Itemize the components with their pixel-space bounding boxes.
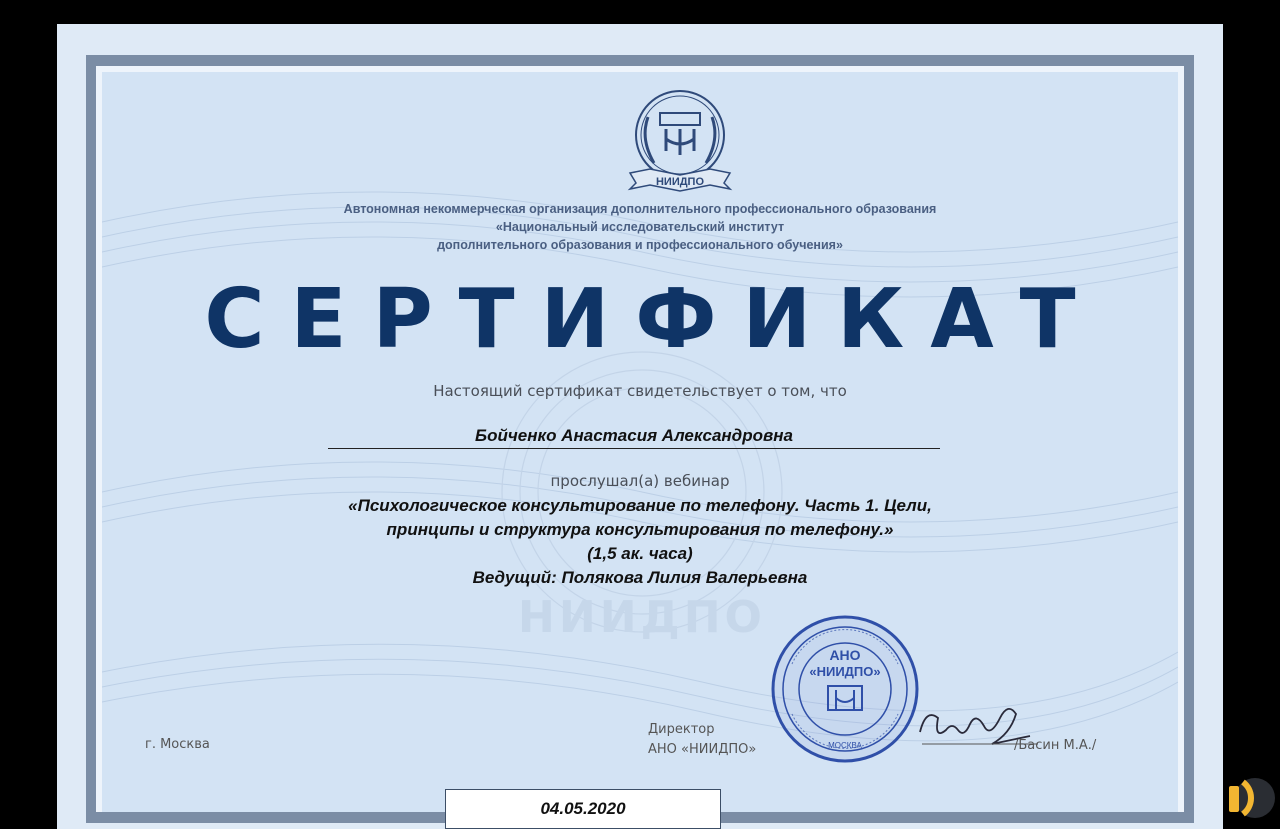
issue-date-box — [445, 789, 721, 829]
seal-text-bottom: МОСКВА — [828, 741, 862, 750]
certificate-frame — [86, 55, 1194, 823]
organization-seal-icon — [770, 614, 920, 764]
org-line-1: Автономная некоммерческая организация дополнительного профессионального образования — [343, 202, 937, 216]
director-title — [648, 720, 756, 760]
webinar-title-line-1: «Психологическое консультирование по телефону. Часть 1. Цели, — [348, 496, 932, 515]
seal-text-line-2: «НИИДПО» — [809, 664, 881, 679]
attest-text: Настоящий сертификат свидетельствует о том, что — [433, 382, 847, 400]
director-line-2: АНО «НИИДПО» — [648, 742, 757, 757]
webinar-details — [252, 494, 1028, 590]
certificate-title: СЕРТИФИКАТ — [204, 272, 1102, 367]
webinar-hours: (1,5 ак. часа) — [587, 544, 693, 563]
certificate-page — [57, 24, 1223, 829]
issue-date: 04.05.2020 — [540, 799, 626, 818]
certificate-inner-border — [96, 66, 1184, 812]
org-line-3: дополнительного образования и профессионального обучения» — [437, 238, 843, 252]
recipient-underline — [328, 448, 940, 449]
listened-text: прослушал(а) вебинар — [550, 472, 730, 490]
webinar-host: Ведущий: Полякова Лилия Валерьевна — [472, 568, 808, 587]
org-line-2: «Национальный исследовательский институт — [495, 220, 785, 234]
organization-name — [102, 200, 1178, 254]
svg-text:НИИДПО: НИИДПО — [518, 592, 766, 643]
signer-name: /Басин М.А./ — [1014, 738, 1097, 753]
seal-text-line-1: АНО — [829, 647, 861, 663]
emblem-ribbon-text: НИИДПО — [655, 176, 705, 188]
corner-logo-icon — [1227, 772, 1275, 824]
city: г. Москва — [145, 737, 210, 752]
recipient-name: Бойченко Анастасия Александровна — [475, 426, 793, 445]
certificate-body — [102, 72, 1178, 812]
director-line-1: Директор — [648, 722, 715, 737]
niidpo-emblem-icon — [620, 89, 740, 195]
webinar-title-line-2: принципы и структура консультирования по телефону.» — [386, 520, 894, 539]
